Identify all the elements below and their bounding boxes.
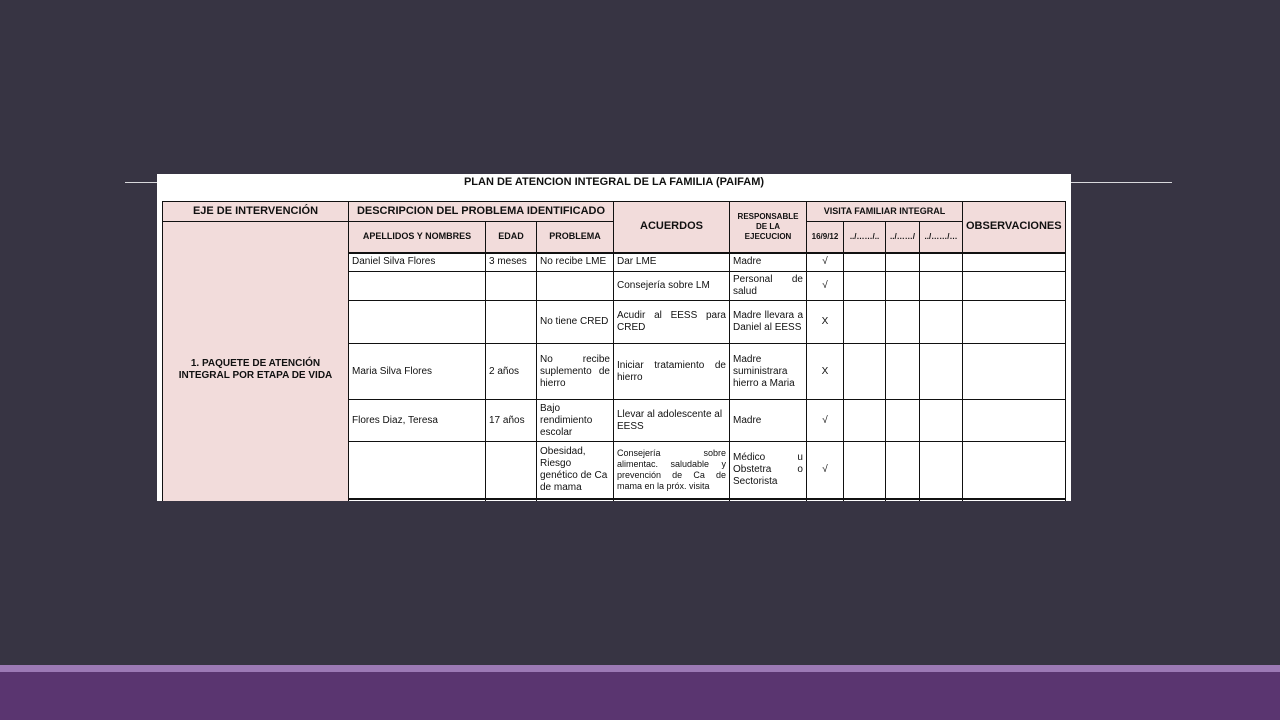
row-responsable: Madre suministrara hierro a Maria — [730, 344, 807, 400]
row-visita-4 — [920, 344, 963, 400]
document-image — [157, 174, 1071, 501]
row-edad — [486, 301, 537, 344]
row-visita-3 — [886, 400, 920, 442]
row-visita-1: √ — [807, 253, 844, 272]
row-visita-2 — [844, 344, 886, 400]
row-problema — [537, 499, 614, 502]
row-visita-3 — [886, 272, 920, 301]
row-acuerdo: Llevar al adolescente al EESS — [614, 400, 730, 442]
row-edad: 2 años — [486, 344, 537, 400]
row-visita-4 — [920, 400, 963, 442]
row-visita-1: √ — [807, 272, 844, 301]
row-nombre — [349, 499, 486, 502]
row-edad — [486, 442, 537, 499]
row-observaciones — [963, 272, 1066, 301]
header-descripcion: DESCRIPCION DEL PROBLEMA IDENTIFICADO — [349, 202, 614, 222]
row-acuerdo: Acudir al EESS para CRED — [614, 301, 730, 344]
row-visita-3 — [886, 442, 920, 499]
row-visita-1: √ — [807, 442, 844, 499]
header-fecha-1: 16/9/12 — [807, 222, 844, 253]
header-observaciones: OBSERVACIONES — [963, 202, 1066, 253]
header-fecha-2: ../……/.. — [844, 222, 886, 253]
row-problema: No tiene CRED — [537, 301, 614, 344]
header-acuerdos: ACUERDOS — [614, 202, 730, 253]
footer-accent-stripe — [0, 665, 1280, 672]
row-visita-1: √ — [807, 400, 844, 442]
header-edad: EDAD — [486, 222, 537, 253]
row-visita-2 — [844, 301, 886, 344]
row-edad — [486, 499, 537, 502]
document-title: PLAN DE ATENCION INTEGRAL DE LA FAMILIA (PAIFAM) — [463, 176, 765, 188]
row-problema: No recibe suplemento de hierro — [537, 344, 614, 400]
row-nombre — [349, 272, 486, 301]
row-problema — [537, 272, 614, 301]
row-observaciones — [963, 400, 1066, 442]
row-acuerdo: Dar LME — [614, 253, 730, 272]
row-observaciones — [963, 499, 1066, 502]
row-visita-1 — [807, 499, 844, 502]
row-observaciones — [963, 253, 1066, 272]
row-visita-3 — [886, 253, 920, 272]
title-rule-left — [125, 182, 157, 183]
row-nombre: Daniel Silva Flores — [349, 253, 486, 272]
row-visita-4 — [920, 253, 963, 272]
row-responsable: Médico u Obstetra o Sectorista — [730, 442, 807, 499]
row-problema: Bajo rendimiento escolar — [537, 400, 614, 442]
row-nombre: Flores Diaz, Teresa — [349, 400, 486, 442]
row-visita-2 — [844, 272, 886, 301]
paifam-table — [162, 201, 1066, 501]
row-responsable: Madre — [730, 253, 807, 272]
row-responsable: Personal de salud — [730, 272, 807, 301]
row-visita-3 — [886, 344, 920, 400]
header-responsable: RESPONSABLE DE LA EJECUCION — [730, 202, 807, 253]
row-problema: Obesidad, Riesgo genético de Ca de mama — [537, 442, 614, 499]
row-responsable: Madre — [730, 400, 807, 442]
row-edad — [486, 272, 537, 301]
header-visita: VISITA FAMILIAR INTEGRAL — [807, 202, 963, 222]
row-edad: 3 meses — [486, 253, 537, 272]
row-observaciones — [963, 301, 1066, 344]
row-nombre: Maria Silva Flores — [349, 344, 486, 400]
title-rule-right — [1071, 182, 1172, 183]
row-observaciones — [963, 344, 1066, 400]
row-edad: 17 años — [486, 400, 537, 442]
row-acuerdo: Consejería sobre alimentac. saludable y prevención de Ca de mama en la próx. visita — [614, 442, 730, 499]
row-visita-1: X — [807, 344, 844, 400]
footer-band — [0, 665, 1280, 720]
row-visita-2 — [844, 499, 886, 502]
row-visita-3 — [886, 301, 920, 344]
row-visita-4 — [920, 442, 963, 499]
row-visita-3 — [886, 499, 920, 502]
row-problema: No recibe LME — [537, 253, 614, 272]
row-responsable: Madre llevara a Daniel al EESS — [730, 301, 807, 344]
row-nombre — [349, 301, 486, 344]
header-apellidos: APELLIDOS Y NOMBRES — [349, 222, 486, 253]
row-visita-2 — [844, 253, 886, 272]
row-observaciones — [963, 442, 1066, 499]
row-responsable — [730, 499, 807, 502]
row-acuerdo — [614, 499, 730, 502]
row-visita-1: X — [807, 301, 844, 344]
row-visita-4 — [920, 272, 963, 301]
row-nombre — [349, 442, 486, 499]
header-eje: EJE DE INTERVENCIÓN — [163, 202, 349, 222]
eje-intervencion-cell: 1. PAQUETE DE ATENCIÓN INTEGRAL POR ETAPA DE VIDA — [163, 222, 349, 502]
header-fecha-4: ../……/… — [920, 222, 963, 253]
row-visita-4 — [920, 499, 963, 502]
row-visita-4 — [920, 301, 963, 344]
row-visita-2 — [844, 400, 886, 442]
row-acuerdo: Iniciar tratamiento de hierro — [614, 344, 730, 400]
row-visita-2 — [844, 442, 886, 499]
header-fecha-3: ../……/ — [886, 222, 920, 253]
header-problema: PROBLEMA — [537, 222, 614, 253]
row-acuerdo: Consejería sobre LM — [614, 272, 730, 301]
